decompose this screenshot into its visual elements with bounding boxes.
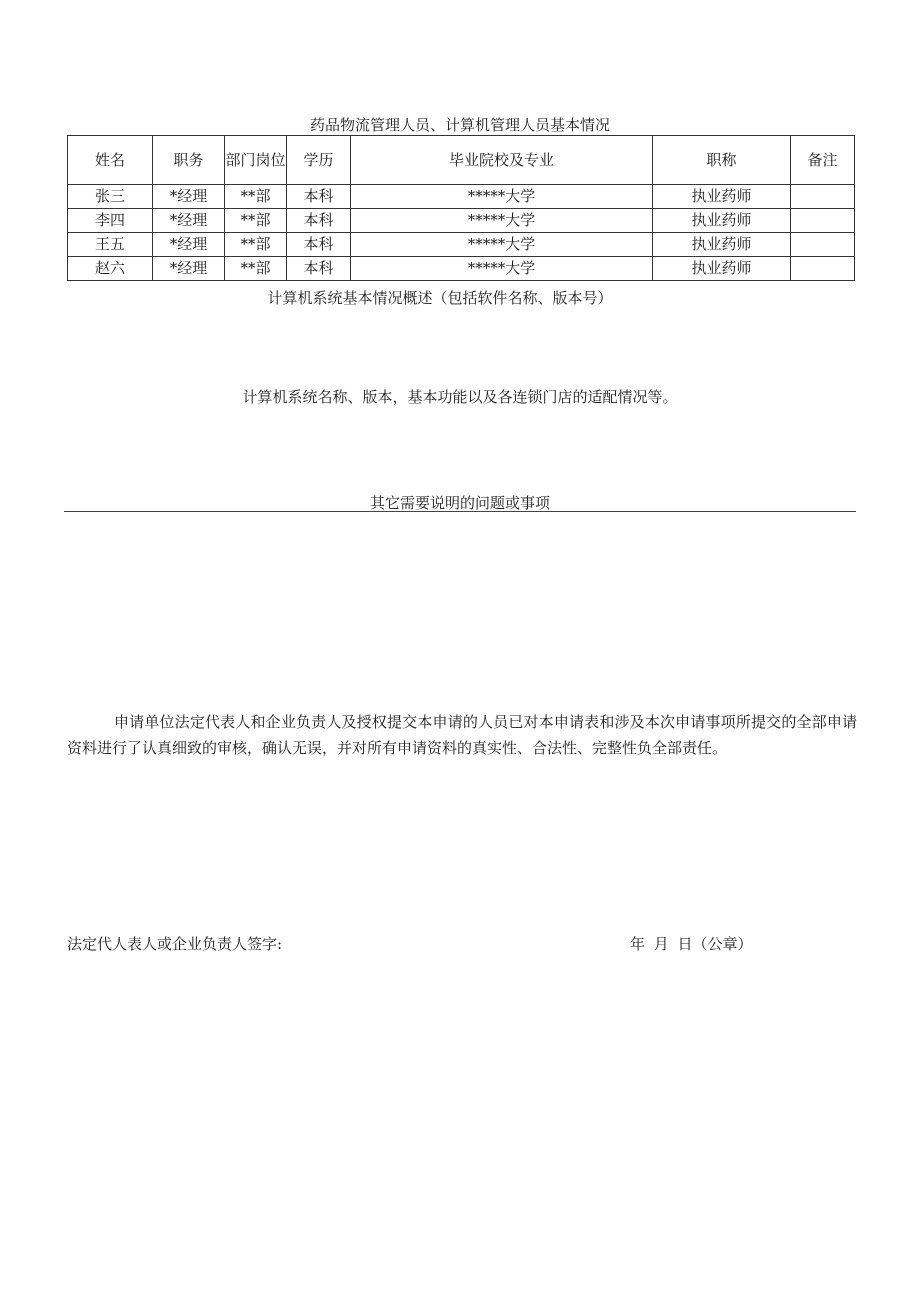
staff-table-title: 药品物流管理人员、计算机管理人员基本情况 — [309, 116, 610, 134]
cell-duty: *经理 — [153, 257, 225, 281]
cell-title: 执业药师 — [653, 185, 791, 209]
cell-dept: **部 — [225, 209, 287, 233]
cell-dept: **部 — [225, 233, 287, 257]
cell-dept: **部 — [225, 257, 287, 281]
cell-duty: *经理 — [153, 209, 225, 233]
table-row — [68, 209, 855, 233]
cell-school: *****大学 — [351, 257, 653, 281]
header-school: 毕业院校及专业 — [351, 136, 653, 185]
cell-education: 本科 — [287, 233, 351, 257]
computer-section-title: 计算机系统基本情况概述（包括软件名称、版本号） — [267, 289, 613, 307]
header-title: 职称 — [653, 136, 791, 185]
cell-education: 本科 — [287, 185, 351, 209]
header-duty: 职务 — [153, 136, 225, 185]
cell-name: 赵六 — [68, 257, 153, 281]
cell-school: *****大学 — [351, 233, 653, 257]
computer-section-description: 计算机系统名称、版本，基本功能以及各连锁门店的适配情况等。 — [242, 388, 678, 406]
header-dept: 部门岗位 — [225, 136, 287, 185]
cell-school: *****大学 — [351, 185, 653, 209]
other-section-title: 其它需要说明的问题或事项 — [369, 494, 550, 512]
signature-label: 法定代人表人或企业负责人签字: — [67, 935, 283, 953]
cell-education: 本科 — [287, 257, 351, 281]
declaration-paragraph: 申请单位法定代表人和企业负责人及授权提交本申请的人员已对本申请表和涉及本次申请事项所提交的全部申请资料进行了认真细致的审核，确认无误，并对所有申请资料的真实性、合法性、完整性负全部责任。 — [67, 713, 857, 757]
header-education: 学历 — [287, 136, 351, 185]
cell-name: 张三 — [68, 185, 153, 209]
table-row — [68, 185, 855, 209]
cell-name: 王五 — [68, 233, 153, 257]
cell-title: 执业药师 — [653, 233, 791, 257]
table-row — [68, 233, 855, 257]
cell-remark — [791, 233, 855, 257]
cell-dept: **部 — [225, 185, 287, 209]
cell-duty: *经理 — [153, 233, 225, 257]
table-header-row — [68, 136, 855, 185]
cell-school: *****大学 — [351, 209, 653, 233]
date-seal-label: 年 月 日（公章） — [630, 935, 753, 953]
cell-remark — [791, 257, 855, 281]
staff-table — [67, 135, 855, 281]
header-name: 姓名 — [68, 136, 153, 185]
cell-title: 执业药师 — [653, 257, 791, 281]
header-remark: 备注 — [791, 136, 855, 185]
cell-education: 本科 — [287, 209, 351, 233]
cell-name: 李四 — [68, 209, 153, 233]
section-divider — [64, 511, 856, 512]
cell-duty: *经理 — [153, 185, 225, 209]
table-row — [68, 257, 855, 281]
cell-remark — [791, 209, 855, 233]
cell-remark — [791, 185, 855, 209]
cell-title: 执业药师 — [653, 209, 791, 233]
